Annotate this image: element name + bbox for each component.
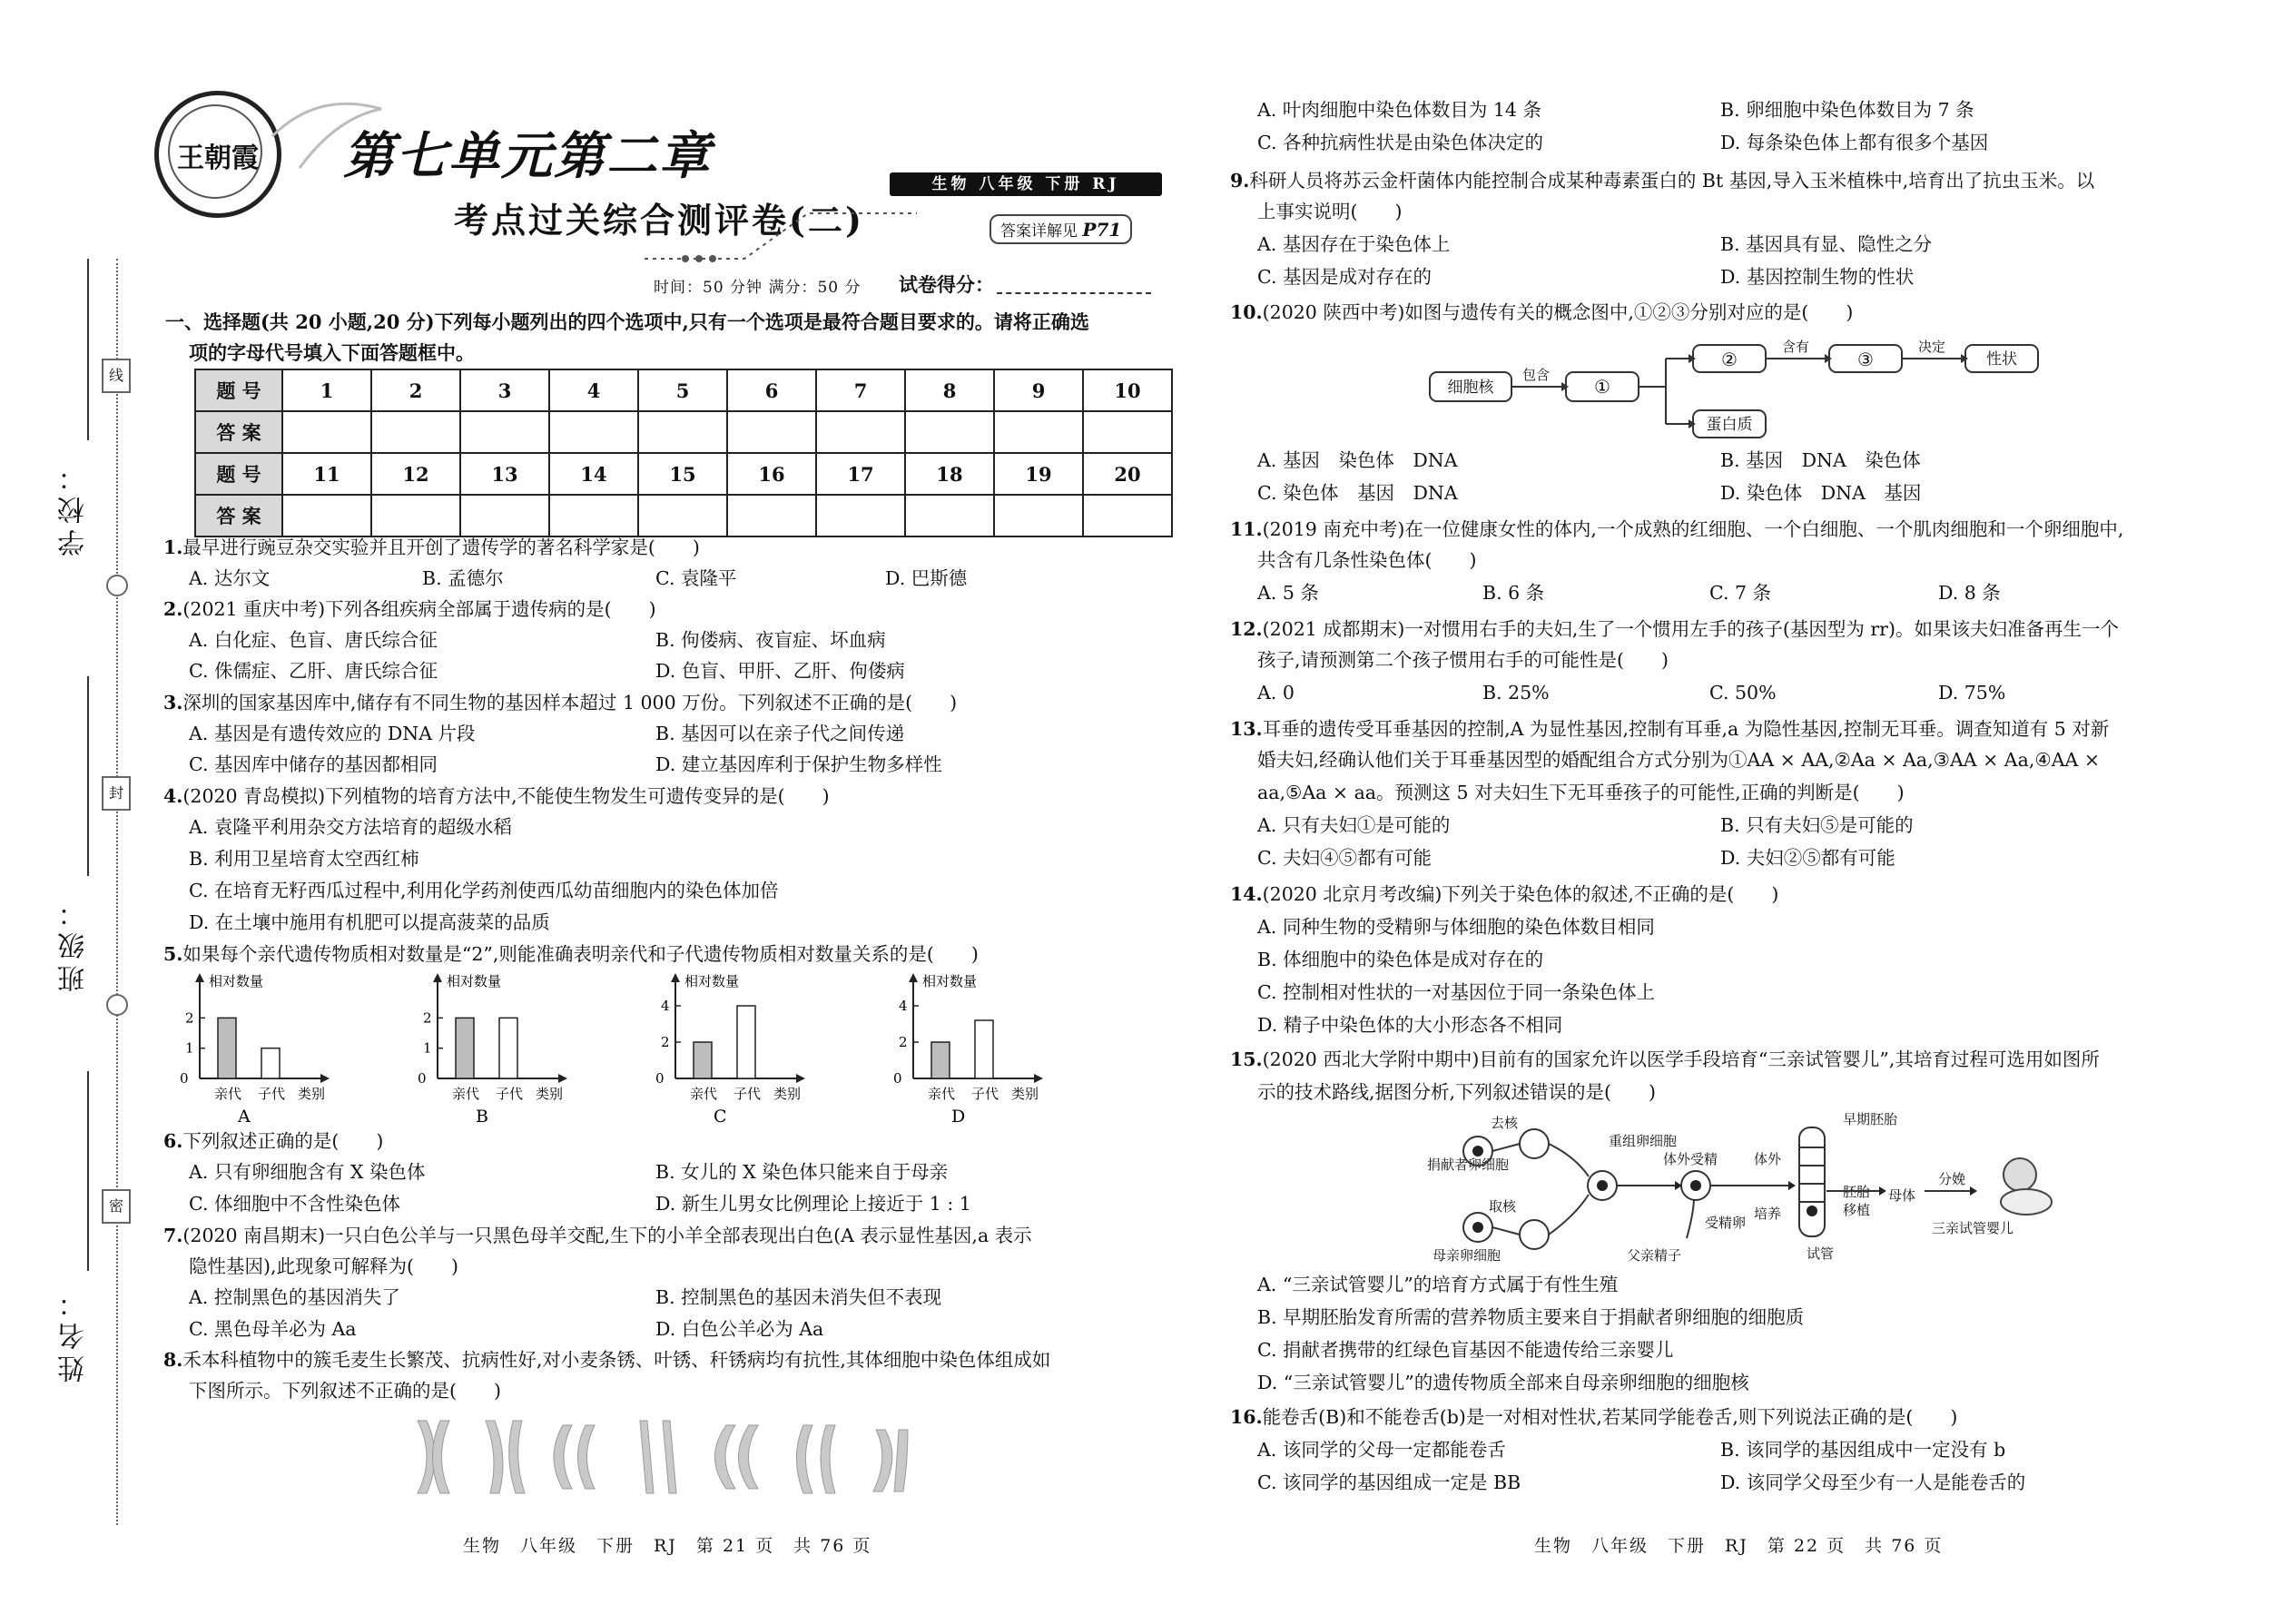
option-d[interactable]: D. 染色体 DNA 基因 [1720,482,1922,504]
option-c[interactable]: C. 夫妇④⑤都有可能 [1257,847,1432,869]
question-number: 3. [163,692,183,714]
option-b[interactable]: B. 基因具有显、隐性之分 [1720,233,1933,255]
answer-ref-page: P71 [1082,219,1122,241]
question-13 [1230,714,2109,744]
question-14 [1230,879,1778,910]
label-recombined-egg: 重组卵细胞 [1609,1133,1678,1149]
question-number-label: 题 号 [195,453,282,495]
question-number: 4. [163,785,183,807]
bar-offspring [975,1020,993,1078]
question-stem: 耳垂的遗传受耳垂基因的控制,A 为显性基因,控制有耳垂,a 为隐性基因,控制无耳垂。调查知道有 5 对新 [1262,718,2110,740]
question-stem: 如果每个亲代遗传物质相对数量是“2”,则能准确表明亲代和子代遗传物质相对数量关系的是( ) [182,943,979,965]
concept-node-3: ③ [1857,349,1874,370]
answer-grid [194,369,1173,537]
question-stem-cont: 隐性基因),此现象可解释为( ) [189,1255,459,1277]
label-donor-egg: 捐献者卵细胞 [1427,1156,1510,1173]
binding-dotted-line [116,259,118,1525]
school-blank[interactable] [87,259,89,440]
answer-cell[interactable] [638,411,727,453]
label-transfer: 移植 [1843,1202,1871,1218]
option-d[interactable]: D. 新生儿男女比例理论上接近于 1 : 1 [655,1193,971,1215]
x-axis-arrow [796,1074,805,1083]
answer-cell[interactable] [994,495,1083,536]
x-tick-label: 亲代 [452,1086,480,1102]
q8-option-d[interactable]: D. 每条染色体上都有很多个基因 [1720,132,1989,153]
origin-tick: 0 [893,1070,902,1087]
score-blank[interactable] [997,292,1151,294]
label-zygote: 受精卵 [1705,1215,1747,1231]
answer-cell[interactable] [727,495,816,536]
y-tick-label: 4 [899,998,908,1014]
option-b[interactable]: B. 控制黑色的基因未消失但不表现 [655,1286,942,1308]
option-d[interactable]: D. 75% [1938,682,2006,704]
question-3 [163,687,957,718]
q8-option-a[interactable]: A. 叶肉细胞中染色体数目为 14 条 [1257,99,1541,121]
answer-ref-prefix: 答案详解见 [1000,222,1078,241]
option-d[interactable]: D. “三亲试管婴儿”的遗传物质全部来自母亲卵细胞的细胞核 [1257,1372,1749,1393]
answer-cell[interactable] [282,495,371,536]
binding-hole [106,994,128,1016]
label-culture: 培养 [1754,1206,1782,1222]
seal-mark-seal: 封 [102,776,131,811]
option-c[interactable]: C. 体细胞中不含性染色体 [189,1193,400,1215]
bar-parent [694,1042,712,1078]
answer-grid-answer-row-1 [195,411,1172,453]
answer-cell[interactable] [371,411,460,453]
option-d[interactable]: D. 巴斯德 [885,567,968,589]
x-tick-label: 子代 [258,1086,286,1102]
option-d[interactable]: D. 白色公羊必为 Aa [655,1318,824,1340]
y-axis-label: 相对数量 [684,973,740,989]
option-c[interactable]: C. 黑色母羊必为 Aa [189,1318,357,1340]
answer-cell[interactable] [1083,411,1172,453]
y-axis-arrow [909,973,918,982]
answer-cell[interactable] [460,411,549,453]
option-c[interactable]: C. 7 条 [1709,582,1772,604]
y-tick-label: 1 [185,1039,194,1057]
answer-cell[interactable] [1083,495,1172,536]
question-stem: 科研人员将苏云金杆菌体内能控制合成某种毒素蛋白的 Bt 基因,导入玉米植株中,培育出了抗虫玉米。以 [1249,170,2095,192]
concept-node-2: ② [1721,349,1738,370]
question-number: 1. [163,536,183,558]
option-d[interactable]: D. 在土壤中施用有机肥可以提高菠菜的品质 [189,911,550,933]
answer-label: 答 案 [195,411,282,453]
name-blank[interactable] [87,1071,89,1271]
option-a[interactable]: A. “三亲试管婴儿”的培育方式属于有性生殖 [1257,1274,1619,1295]
option-b[interactable]: B. 基因 DNA 染色体 [1720,449,1921,471]
option-c[interactable]: C. 控制相对性状的一对基因位于同一条染色体上 [1257,981,1655,1003]
option-d[interactable]: D. 夫妇②⑤都有可能 [1720,847,1895,869]
option-a[interactable]: A. 只有夫妇①是可能的 [1257,814,1451,836]
exam-title: 考点过关综合测评卷(二) [454,200,864,241]
option-b[interactable]: B. 利用卫星培育太空西红柿 [189,848,419,870]
question-16 [1230,1402,1957,1432]
option-b[interactable]: B. 6 条 [1482,582,1545,604]
dotted-ornament [635,195,926,268]
concept-trait: 性状 [1986,350,2017,369]
label-ivf: 体外受精 [1663,1151,1718,1167]
y-tick-label: 2 [661,1034,670,1050]
answer-label: 答 案 [195,495,282,536]
name-label: 姓名： [58,1284,90,1383]
option-c[interactable]: C. 基因库中储存的基因都相同 [189,753,438,775]
question-stem: 深圳的国家基因库中,储存有不同生物的基因样本超过 1 000 万份。下列叙述不正确的是( ) [182,692,958,714]
q8-option-c[interactable]: C. 各种抗病性状是由染色体决定的 [1257,132,1543,153]
option-a[interactable]: A. 该同学的父母一定都能卷舌 [1257,1439,1506,1461]
answer-cell[interactable] [549,411,638,453]
x-axis-arrow [320,1074,330,1083]
option-b[interactable]: B. 早期胚胎发育所需的营养物质主要来自于捐献者卵细胞的细胞质 [1257,1306,1805,1328]
question-12 [1230,614,2119,645]
question-number-cell: 12 [371,453,460,495]
x-tick-label: 亲代 [928,1086,956,1102]
answer-cell[interactable] [905,495,994,536]
answer-cell[interactable] [282,411,371,453]
concept-protein: 蛋白质 [1706,416,1753,434]
question-number-cell: 15 [638,453,727,495]
answer-grid-header-row-2 [195,453,1172,495]
x-tick-label: 子代 [496,1086,524,1102]
question-number-cell: 4 [549,369,638,411]
question-7 [163,1220,1032,1251]
question-number: 16. [1230,1406,1263,1428]
option-a[interactable]: A. 5 条 [1257,582,1319,604]
question-number-cell: 3 [460,369,549,411]
footer-right: 生物 八年级 下册 RJ 第 22 页 共 76 页 [1534,1536,1944,1556]
option-a[interactable]: A. 达尔文 [189,567,271,589]
section-instruction-2: 项的字母代号填入下面答题框中。 [189,341,475,364]
option-d[interactable]: D. 该同学父母至少有一人是能卷舌的 [1720,1471,2026,1493]
question-stem: (2020 南昌期末)一只白色公羊与一只黑色母羊交配,生下的小羊全部表现出白色(A 表示显性基因,a 表示 [182,1225,1032,1246]
question-2 [163,594,656,625]
question-stem: (2019 南充中考)在一位健康女性的体内,一个成熟的红细胞、一个白细胞、一个肌肉细胞和一个卵细胞中, [1262,518,2124,540]
question-number-cell: 7 [816,369,905,411]
question-stem: 禾本科植物中的簇毛麦生长繁茂、抗病性好,对小麦条锈、叶锈、秆锈病均有抗性,其体细胞中染色体组成如 [182,1349,1051,1371]
q8-option-b[interactable]: B. 卵细胞中染色体数目为 7 条 [1720,99,1974,121]
option-b[interactable]: B. 佝偻病、夜盲症、坏血病 [655,629,886,651]
question-stem: 最早进行豌豆杂交实验并且开创了遗传学的著名科学家是( ) [182,536,700,558]
question-number-cell: 11 [282,453,371,495]
concept-node-1: ① [1594,376,1610,398]
question-5 [163,939,979,969]
option-b[interactable]: B. 该同学的基因组成中一定没有 b [1720,1439,2006,1461]
label-birth: 分娩 [1938,1171,1966,1187]
option-a[interactable]: A. 袁隆平利用杂交方法培育的超级水稻 [189,816,512,838]
question-number-cell: 1 [282,369,371,411]
brand-logo [154,91,281,218]
answer-reference [989,214,1132,244]
question-stem-cont: aa,⑤Aa × aa。预测这 5 对夫妇生下无耳垂孩子的可能性,正确的判断是( ) [1257,782,1905,803]
question-number: 12. [1230,618,1263,640]
bar-parent [218,1018,236,1078]
bar-offspring [261,1048,280,1078]
x-tick-label: 亲代 [214,1086,242,1102]
option-a[interactable]: A. 0 [1257,682,1295,704]
option-b[interactable]: B. 基因可以在亲子代之间传递 [655,723,905,744]
binding-hole [106,575,128,596]
answer-cell[interactable] [549,495,638,536]
chart-option-label: B [476,1107,488,1124]
option-b[interactable]: B. 体细胞中的染色体是成对存在的 [1257,949,1544,970]
question-stem-cont: 孩子,请预测第二个孩子惯用右手的可能性是( ) [1257,649,1669,671]
question-stem-cont: 示的技术路线,据图分析,下列叙述错误的是( ) [1257,1081,1657,1103]
y-axis-arrow [671,973,680,982]
label-embryo: 胚胎 [1843,1184,1871,1200]
class-blank[interactable] [87,676,89,876]
label-three-parent-baby: 三亲试管婴儿 [1932,1220,2014,1236]
question-number-cell: 17 [816,453,905,495]
y-tick-label: 1 [423,1039,432,1057]
question-number-label: 题 号 [195,369,282,411]
subject-badge: 生物 八年级 下册 RJ [890,172,1162,196]
question-number: 2. [163,598,183,620]
option-d[interactable]: D. 8 条 [1938,582,2001,604]
section-instruction-1: 一、选择题(共 20 小题,20 分)下列每小题列出的四个选项中,只有一个选项是最符合题目要求的。请将正确选 [165,310,1089,333]
question-stem: (2020 北京月考改编)下列关于染色体的叙述,不正确的是( ) [1262,883,1779,905]
x-tick-label: 子代 [971,1086,999,1102]
origin-tick: 0 [418,1070,427,1087]
option-b[interactable]: B. 女儿的 X 染色体只能来自于母亲 [655,1161,949,1183]
question-4 [163,781,830,812]
option-c[interactable]: C. 袁隆平 [655,567,737,589]
x-axis-label: 类别 [536,1086,564,1102]
option-a[interactable]: A. 基因是有遗传效应的 DNA 片段 [189,723,476,744]
x-axis-arrow [558,1074,567,1083]
concept-map [1425,338,2061,447]
y-tick-label: 2 [185,1009,194,1027]
concept-decides: 决定 [1917,339,1946,355]
option-c[interactable]: C. 50% [1709,682,1777,704]
answer-cell[interactable] [905,411,994,453]
question-number-cell: 6 [727,369,816,411]
y-axis-arrow [433,973,442,982]
label-test-tube: 试管 [1807,1245,1835,1262]
question-stem: 下列叙述正确的是( ) [182,1130,384,1152]
chart-option-label: D [951,1107,966,1124]
seal-mark-secret: 密 [102,1189,131,1224]
question-number: 14. [1230,883,1263,905]
x-tick-label: 亲代 [690,1086,718,1102]
question-8 [163,1344,1050,1375]
question-number-cell: 16 [727,453,816,495]
question-10 [1230,297,1853,328]
label-father-sperm: 父亲精子 [1627,1247,1682,1264]
answer-cell[interactable] [638,495,727,536]
option-a[interactable]: A. 基因存在于染色体上 [1257,233,1451,255]
chart-option-label: A [238,1107,251,1124]
bar-offspring [499,1018,517,1078]
x-axis-arrow [1034,1074,1043,1083]
question-11 [1230,514,2123,545]
option-a[interactable]: A. 基因 染色体 DNA [1257,449,1458,471]
origin-tick: 0 [655,1070,665,1087]
question-number: 9. [1230,170,1250,192]
bar-parent [456,1018,474,1078]
label-maternal-body: 母体 [1888,1187,1916,1204]
option-a[interactable]: A. 同种生物的受精卵与体细胞的染色体数目相同 [1257,916,1655,938]
question-number-cell: 5 [638,369,727,411]
label-remove-nucleus: 去核 [1491,1115,1519,1131]
question-stem: (2020 青岛模拟)下列植物的培育方法中,不能使生物发生可遗传变异的是( ) [182,785,830,807]
option-d[interactable]: D. 基因控制生物的性状 [1720,266,1915,288]
label-early-embryo: 早期胚胎 [1843,1111,1898,1127]
question-number: 10. [1230,301,1263,323]
seal-mark-line: 线 [102,359,131,393]
y-tick-label: 2 [899,1034,908,1050]
answer-cell[interactable] [371,495,460,536]
option-d[interactable]: D. 建立基因库利于保护生物多样性 [655,753,942,775]
question-number-cell: 9 [994,369,1083,411]
answer-cell[interactable] [460,495,549,536]
question-stem: (2021 成都期末)一对惯用右手的夫妇,生了一个惯用左手的孩子(基因型为 rr)。如果该夫妇准备再生一个 [1262,618,2119,640]
option-d[interactable]: D. 色盲、甲肝、乙肝、佝偻病 [655,660,905,682]
label-mother-egg: 母亲卵细胞 [1433,1247,1501,1264]
question-15 [1230,1044,2100,1075]
answer-cell[interactable] [816,495,905,536]
question-number: 6. [163,1130,183,1152]
option-c[interactable]: C. 基因是成对存在的 [1257,266,1432,288]
question-stem-cont: 下图所示。下列叙述不正确的是( ) [189,1380,501,1402]
question-number: 11. [1230,518,1263,540]
option-b[interactable]: B. 孟德尔 [422,567,504,589]
option-a[interactable]: A. 控制黑色的基因消失了 [189,1286,400,1308]
baby-icon [2001,1158,2052,1215]
question-number: 13. [1230,718,1263,740]
option-b[interactable]: B. 只有夫妇⑤是可能的 [1720,814,1914,836]
y-tick-label: 2 [423,1009,432,1027]
question-number: 8. [163,1349,183,1371]
footer-left: 生物 八年级 下册 RJ 第 21 页 共 76 页 [463,1536,872,1556]
y-axis-label: 相对数量 [209,973,264,989]
bar-parent [931,1042,950,1078]
question-number-cell: 8 [905,369,994,411]
question-number-cell: 14 [549,453,638,495]
question-number: 15. [1230,1048,1263,1070]
question-stem-cont: 婚夫妇,经确认他们关于耳垂基因型的婚配组合方式分别为①AA × AA,②Aa × Aa,③AA × Aa,④AA × [1257,749,2101,771]
option-c[interactable]: C. 在培育无籽西瓜过程中,利用化学药剂使西瓜幼苗细胞内的染色体加倍 [189,880,779,901]
question-number-cell: 10 [1083,369,1172,411]
chart-option-label: C [714,1107,727,1124]
answer-cell[interactable] [816,411,905,453]
option-c[interactable]: C. 侏儒症、乙肝、唐氏综合征 [189,660,438,682]
concept-contains-1: 包含 [1521,367,1551,383]
ivf-process-diagram [1416,1111,2079,1265]
question-number: 5. [163,943,183,965]
question-number: 7. [163,1225,183,1246]
question-6 [163,1126,383,1156]
label-in-vitro: 体外 [1754,1151,1782,1167]
y-tick-label: 4 [661,998,670,1014]
option-a[interactable]: A. 只有卵细胞含有 X 染色体 [189,1161,426,1183]
question-stem: 能卷舌(B)和不能卷舌(b)是一对相对性状,若某同学能卷舌,则下列说法正确的是( ) [1262,1406,1958,1428]
option-c[interactable]: C. 捐献者携带的红绿色盲基因不能遗传给三亲婴儿 [1257,1339,1674,1361]
question-stem-cont: 上事实说明( ) [1257,201,1403,222]
concept-contains-2: 含有 [1781,339,1810,355]
x-axis-label: 类别 [298,1086,326,1102]
chromosome-illustration [399,1412,917,1502]
option-c[interactable]: C. 该同学的基因组成一定是 BB [1257,1471,1521,1493]
answer-cell[interactable] [994,411,1083,453]
score-label: 试卷得分： [899,273,994,296]
y-axis-label: 相对数量 [447,973,502,989]
y-axis-arrow [195,973,204,982]
question-stem: (2020 西北大学附中期中)目前有的国家允许以医学手段培育“三亲试管婴儿”,其培育过程可选用如图所 [1262,1048,2100,1070]
brand-name: 王朝霞 [177,143,259,174]
answer-cell[interactable] [727,411,816,453]
question-stem: (2020 陕西中考)如图与遗传有关的概念图中,①②③分别对应的是( ) [1262,301,1854,323]
option-d[interactable]: D. 精子中染色体的大小形态各不相同 [1257,1014,1563,1036]
school-label: 学校： [58,458,90,556]
question-number-cell: 13 [460,453,549,495]
y-axis-label: 相对数量 [922,973,978,989]
time-score: 时间：50 分钟 满分：50 分 [654,279,861,297]
question-9 [1230,165,2094,196]
class-label: 班级： [58,894,90,992]
question-stem-cont: 共含有几条性染色体( ) [1257,549,1477,571]
x-tick-label: 子代 [733,1086,762,1102]
origin-tick: 0 [180,1070,189,1087]
bar-offspring [737,1006,755,1078]
question-stem: (2021 重庆中考)下列各组疾病全部属于遗传病的是( ) [182,598,656,620]
chapter-title: 第七单元第二章 [343,126,712,186]
option-a[interactable]: A. 白化症、色盲、唐氏综合征 [189,629,438,651]
question-number-cell: 18 [905,453,994,495]
question-1 [163,532,700,563]
option-b[interactable]: B. 25% [1482,682,1550,704]
q5-bar-charts [172,969,1153,1124]
question-number-cell: 20 [1083,453,1172,495]
answer-grid-answer-row-2 [195,495,1172,536]
x-axis-label: 类别 [1011,1086,1039,1102]
concept-nucleus: 细胞核 [1447,379,1494,397]
answer-grid-header-row-1 [195,369,1172,411]
label-take-nucleus: 取核 [1489,1198,1517,1215]
x-axis-label: 类别 [773,1086,802,1102]
question-number-cell: 2 [371,369,460,411]
question-number-cell: 19 [994,453,1083,495]
option-c[interactable]: C. 染色体 基因 DNA [1257,482,1458,504]
